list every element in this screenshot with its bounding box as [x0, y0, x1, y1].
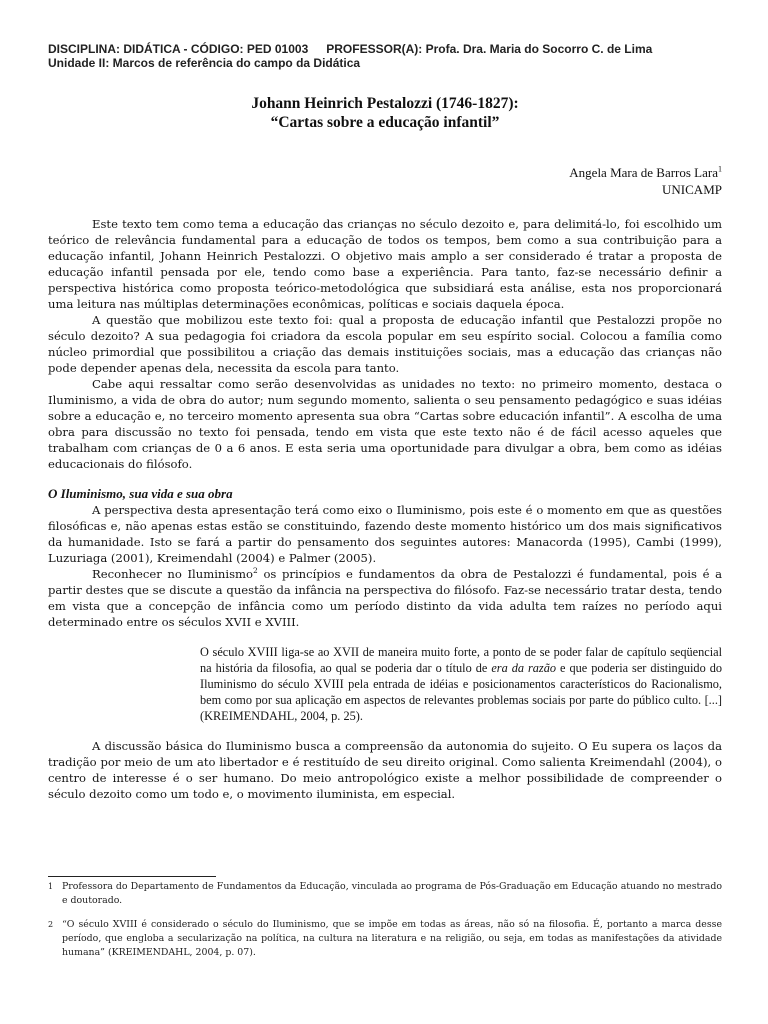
intro-paragraph-3: Cabe aqui ressaltar como serão desenvolvidas as unidades no texto: no primeiro momento, destaca o Iluminismo, a vida de obra do autor; num segundo momento, salienta o seu pensamento pedagógico e suas idéias sobre a educação e, no terceiro momento apresenta sua obra “Cartas sobre educación infantil”. A escolha de uma obra para discussão no texto foi pensada, tendo em vista que este texto não é de fácil acesso aqueles que trabalham com crianças de 0 a 6 anos. E esta seria uma oportunidade para divulgar a obra, bem como as idéias educacionais do filósofo.	[48, 377, 722, 471]
quote-italic-term: era da razão	[491, 661, 557, 675]
unit-title: Unidade II: Marcos de referência do campo da Didática	[48, 56, 361, 70]
paragraph-text: Reconhecer no Iluminismo	[92, 567, 254, 581]
author-block	[569, 164, 722, 198]
footnote-number: 2	[48, 920, 54, 929]
footnote-number: 1	[48, 882, 54, 891]
footnote-ref-2: 2	[253, 566, 258, 576]
author-name: Angela Mara de Barros Lara	[569, 165, 718, 180]
paragraph-text: os princípios e fundamentos da obra de Pestalozzi é fundamental, pois é a partir destes que se discute a questão da infância na perspectiva do filósofo. Faz-se necessário tratar desta, tendo em vista que a concepção de infância como um período distinto da vida adulta tem raízes no período aqui determinado entre os séculos XVII e XVIII.	[48, 567, 722, 629]
course-header-line	[48, 42, 728, 56]
intro-paragraph-2: A questão que mobilizou este texto foi: qual a proposta de educação infantil que Pestalozzi propõe no século dezoito? A sua pedagogia foi criadora da escola popular em seu espírito social. Colocou a família como núcleo primordial que possibilitou a criação das demais instituições sociais, mas a educação das crianças não pode depender apenas dela, necessita da escola para tanto.	[48, 313, 722, 375]
footnote-ref-1: 1	[718, 164, 722, 174]
quote-text: O século XVIII liga-se ao XVII de maneira muito forte, a ponto de se poder falar de capítulo seqüencial na história da filosofia, ao qual se poderia dar o título de	[200, 645, 722, 675]
intro-paragraph-1: Este texto tem como tema a educação das crianças no século dezoito e, para delimitá-lo, foi escolhido um teórico de relevância fundamental para a educação de todos os tempos, bem como a sua contribuição para a educação infantil, Johann Heinrich Pestalozzi. O objetivo mais amplo a ser considerado é tratar a proposta de educação infantil pensada por ele, tendo como base a experiência. Para tanto, faz-se necessário definir a perspectiva histórica como proposta teórico-metodológica que subsidiará esta análise, esta nos proporcionará uma leitura nas múltiplas determinações econômicas, políticas e sociais daquela época.	[48, 217, 722, 311]
author-institution: UNICAMP	[662, 182, 722, 197]
footnote-divider	[48, 876, 216, 877]
title-line-2: “Cartas sobre a educação infantil”	[270, 114, 500, 131]
section-heading: O Iluminismo, sua vida e sua obra	[48, 486, 233, 501]
section-paragraph-2	[48, 566, 722, 630]
footnote-text: “O século XVIII é considerado o século do Iluminismo, que se impõe em todas as áreas, não só na filosofia. É, portanto a marca desse período, que engloba a secularização na política, na cultura na literatura e na religião, ou seja, em todas as manifestações da atividade humana” (KREIMENDAHL, 2004, p. 07).	[62, 919, 722, 958]
block-quote	[200, 644, 722, 724]
title-line-1: Johann Heinrich Pestalozzi (1746-1827):	[251, 95, 519, 112]
footnote-text: Professora do Departamento de Fundamentos da Educação, vinculada ao programa de Pós-Graduação em Educação atuando no mestrado e doutorado.	[62, 881, 722, 906]
footnote-2	[48, 918, 722, 960]
quote-text: e que poderia ser distinguido do Iluminismo do século XVIII pela entrada de idéias e posicionamentos característicos do Racionalismo, bem como por sua aplicação em aspectos de relevantes problemas sociais por parte do público culto. [...] (KREIMENDAHL, 2004, p. 25).	[200, 661, 723, 723]
professor-name: PROFESSOR(A): Profa. Dra. Maria do Socorro C. de Lima	[326, 42, 653, 56]
document-title	[48, 94, 722, 132]
course-code: DISCIPLINA: DIDÁTICA - CÓDIGO: PED 01003	[48, 42, 309, 56]
article-body	[48, 216, 722, 802]
course-header	[48, 42, 728, 70]
footnotes	[48, 880, 722, 970]
section-paragraph-1: A perspectiva desta apresentação terá como eixo o Iluminismo, pois este é o momento em que as questões filosóficas e, não apenas estas estão se constituindo, fazendo deste momento histórico um dos mais significativos da humanidade. Isto se fará a partir do pensamento dos seguintes autores: Manacorda (1995), Cambi (1999), Luzuriaga (2001), Kreimendahl (2004) e Palmer (2005).	[48, 503, 722, 565]
author-line	[569, 164, 722, 181]
footnote-1	[48, 880, 722, 908]
section-paragraph-3: A discussão básica do Iluminismo busca a compreensão da autonomia do sujeito. O Eu supera os laços da tradição por meio de um ato libertador e é restituído de seu direito original. Como salienta Kreimendahl (2004), o centro de interesse é o ser humano. Do meio antropológico existe a melhor possibilidade de compreender o século dezoito como um todo e, o movimento iluminista, em especial.	[48, 739, 722, 801]
